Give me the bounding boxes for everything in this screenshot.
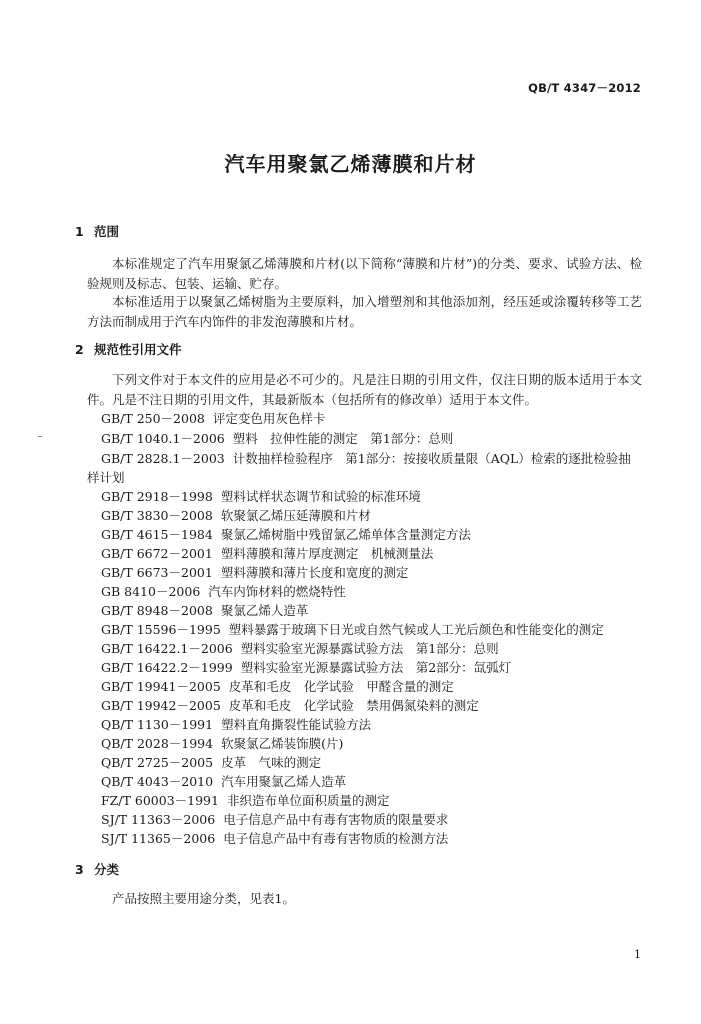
reference-title: 非织造布单位面积质量的测定 bbox=[226, 793, 390, 808]
reference-title: 塑料实验室光源暴露试验方法 第1部分：总则 bbox=[240, 641, 499, 656]
references-intro: 下列文件对于本文件的应用是必不可少的。凡是注日期的引用文件，仅注日期的版本适用于本文件。凡是不注日期的引用文件，其最新版本（包括所有的修改单）适用于本文件。 bbox=[87, 372, 642, 407]
reference-code: GB/T 8948－2008 bbox=[101, 603, 213, 618]
reference-code: GB/T 16422.1－2006 bbox=[101, 641, 233, 656]
section-2-heading bbox=[75, 340, 182, 360]
section-title: 分类 bbox=[94, 862, 120, 877]
reference-code: SJ/T 11363－2006 bbox=[101, 812, 216, 827]
section-number: 1 bbox=[75, 224, 84, 239]
page-number: 1 bbox=[634, 948, 641, 961]
reference-title: 计数抽样检验程序 第1部分：按接收质量限（AQL）检索的逐批检验抽样计划 bbox=[87, 451, 631, 485]
reference-code: GB/T 2918－1998 bbox=[101, 489, 213, 504]
reference-title: 皮革和毛皮 化学试验 甲醛含量的测定 bbox=[228, 679, 454, 694]
reference-item bbox=[101, 640, 499, 658]
reference-title: 汽车内饰材料的燃烧特性 bbox=[208, 584, 346, 599]
reference-title: 聚氯乙烯树脂中残留氯乙烯单体含量测定方法 bbox=[220, 527, 471, 542]
reference-title: 汽车用聚氯乙烯人造革 bbox=[221, 774, 347, 789]
reference-code: GB/T 6673－2001 bbox=[101, 565, 213, 580]
reference-code: GB/T 250－2008 bbox=[101, 411, 205, 426]
reference-title: 塑料暴露于玻璃下日光或自然气候或人工光后颜色和性能变化的测定 bbox=[228, 622, 604, 637]
section-title: 范围 bbox=[94, 224, 120, 239]
reference-code: GB/T 19941－2005 bbox=[101, 679, 221, 694]
document-title: 汽车用聚氯乙烯薄膜和片材 bbox=[224, 152, 477, 176]
reference-item bbox=[101, 526, 471, 544]
reference-code: FZ/T 60003－1991 bbox=[101, 793, 219, 808]
scope-paragraph: 本标准适用于以聚氯乙烯树脂为主要原料，加入增塑剂和其他添加剂，经压延或涂覆转移等工艺方法而制成用于汽车内饰件的非发泡薄膜和片材。 bbox=[87, 294, 642, 329]
reference-item bbox=[101, 716, 371, 734]
reference-code: QB/T 4043－2010 bbox=[101, 774, 214, 789]
reference-item bbox=[101, 564, 408, 582]
reference-code: GB/T 16422.2－1999 bbox=[101, 660, 233, 675]
reference-code: GB/T 2828.1－2003 bbox=[101, 451, 225, 466]
reference-item bbox=[101, 697, 479, 715]
reference-item bbox=[101, 430, 453, 448]
reference-code: GB/T 3830－2008 bbox=[101, 508, 213, 523]
reference-item bbox=[101, 410, 325, 428]
reference-code: GB/T 19942－2005 bbox=[101, 698, 221, 713]
reference-title: 塑料 拉伸性能的测定 第1部分：总则 bbox=[232, 431, 454, 446]
reference-item bbox=[101, 792, 389, 810]
section-1-heading bbox=[75, 222, 119, 242]
reference-code: QB/T 2028－1994 bbox=[101, 736, 214, 751]
reference-item bbox=[101, 830, 448, 848]
classification-paragraph: 产品按照主要用途分类，见表1。 bbox=[112, 891, 295, 906]
reference-code: SJ/T 11365－2006 bbox=[101, 831, 216, 846]
reference-item bbox=[101, 602, 308, 620]
reference-title: 评定变色用灰色样卡 bbox=[212, 411, 326, 426]
reference-item bbox=[101, 678, 454, 696]
reference-item bbox=[101, 583, 346, 601]
reference-title: 塑料薄膜和薄片长度和宽度的测定 bbox=[220, 565, 409, 580]
reference-title: 皮革 气味的测定 bbox=[221, 755, 322, 770]
margin-mark bbox=[38, 436, 42, 437]
reference-title: 软聚氯乙烯装饰膜(片) bbox=[221, 736, 344, 751]
reference-title: 聚氯乙烯人造革 bbox=[220, 603, 309, 618]
reference-item bbox=[101, 545, 433, 563]
reference-item bbox=[101, 811, 448, 829]
reference-item bbox=[101, 488, 421, 506]
reference-code: GB/T 4615－1984 bbox=[101, 527, 213, 542]
reference-title: 塑料薄膜和薄片厚度测定 机械测量法 bbox=[220, 546, 434, 561]
reference-code: QB/T 2725－2005 bbox=[101, 755, 214, 770]
scope-paragraph: 本标准规定了汽车用聚氯乙烯薄膜和片材(以下简称“薄膜和片材”)的分类、要求、试验方法、检验规则及标志、包装、运输、贮存。 bbox=[87, 256, 642, 291]
reference-title: 电子信息产品中有毒有害物质的检测方法 bbox=[223, 831, 449, 846]
section-number: 2 bbox=[75, 342, 84, 357]
reference-item bbox=[101, 507, 371, 525]
reference-code: QB/T 1130－1991 bbox=[101, 717, 214, 732]
reference-title: 塑料试样状态调节和试验的标准环境 bbox=[220, 489, 421, 504]
reference-title: 电子信息产品中有毒有害物质的限量要求 bbox=[223, 812, 449, 827]
reference-item bbox=[101, 754, 321, 772]
reference-title: 软聚氯乙烯压延薄膜和片材 bbox=[220, 508, 371, 523]
reference-code: GB/T 6672－2001 bbox=[101, 546, 213, 561]
reference-title: 塑料直角撕裂性能试验方法 bbox=[221, 717, 372, 732]
standard-code: QB/T 4347－2012 bbox=[528, 81, 641, 95]
reference-code: GB/T 1040.1－2006 bbox=[101, 431, 225, 446]
section-3-heading bbox=[75, 860, 119, 880]
reference-item bbox=[101, 773, 346, 791]
reference-code: GB/T 15596－1995 bbox=[101, 622, 221, 637]
section-number: 3 bbox=[75, 862, 84, 877]
reference-title: 皮革和毛皮 化学试验 禁用偶氮染料的测定 bbox=[228, 698, 479, 713]
reference-item bbox=[101, 621, 604, 639]
reference-item bbox=[87, 449, 642, 487]
section-title: 规范性引用文件 bbox=[94, 342, 182, 357]
reference-item bbox=[101, 659, 511, 677]
reference-code: GB 8410－2006 bbox=[101, 584, 201, 599]
reference-item bbox=[101, 735, 343, 753]
reference-title: 塑料实验室光源暴露试验方法 第2部分：氙弧灯 bbox=[240, 660, 512, 675]
